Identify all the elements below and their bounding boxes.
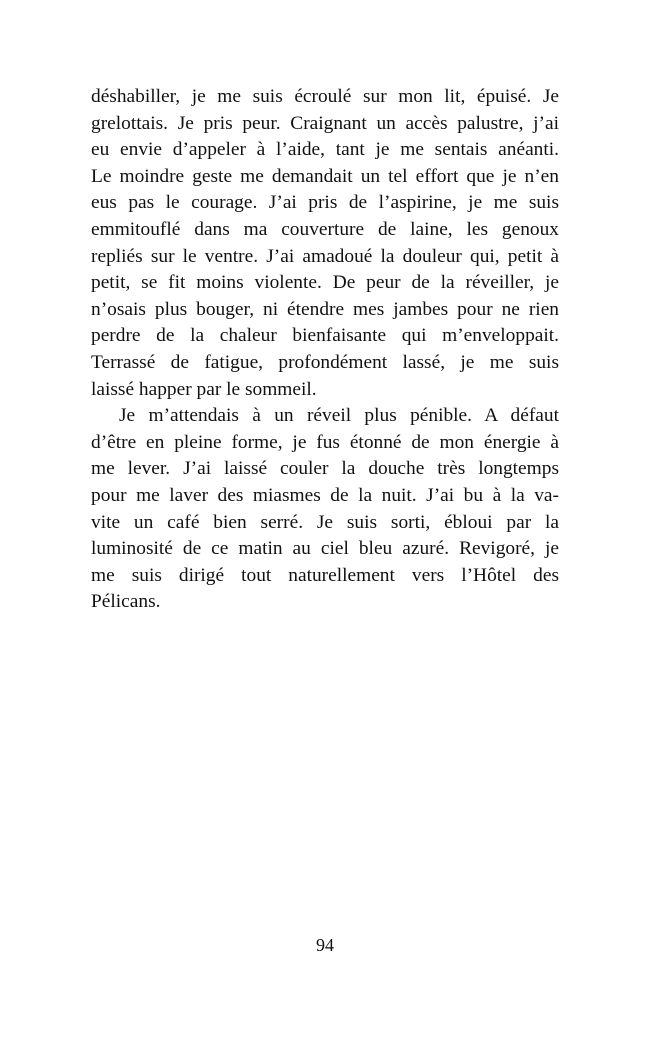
text-line: Le moindre geste me demandait un tel effort que je n’en (91, 165, 559, 187)
text-line: repliés sur le ventre. J’ai amadoué la douleur qui, petit à (91, 245, 559, 267)
text-line: eu envie d’appeler à l’aide, tant je me sentais anéanti. (91, 139, 559, 161)
text-line: grelottais. Je pris peur. Craignant un accès palustre, j’ai (91, 112, 559, 134)
text-line: eus pas le courage. J’ai pris de l’aspirine, je me suis (91, 192, 559, 214)
text-line: luminosité de ce matin au ciel bleu azuré. Revigoré, je (91, 538, 559, 560)
text-line: me suis dirigé tout naturellement vers l’Hôtel des (91, 564, 559, 586)
page-body-text (91, 84, 559, 616)
text-line: me lever. J’ai laissé couler la douche très longtemps (91, 458, 559, 480)
page-number: 94 (316, 935, 334, 955)
text-line: perdre de la chaleur bienfaisante qui m’enveloppait. (91, 325, 559, 347)
text-line: Je m’attendais à un réveil plus pénible. A défaut (119, 405, 559, 427)
text-line: petit, se fit moins violente. De peur de la réveiller, je (91, 272, 559, 294)
text-line: n’osais plus bouger, ni étendre mes jambes pour ne rien (91, 298, 559, 320)
text-line: déshabiller, je me suis écroulé sur mon lit, épuisé. Je (91, 86, 559, 107)
text-line: Pélicans. (91, 591, 161, 613)
text-line: pour me laver des miasmes de la nuit. J’ai bu à la va- (91, 484, 559, 506)
text-line: vite un café bien serré. Je suis sorti, ébloui par la (91, 511, 559, 533)
text-line: d’être en pleine forme, je fus étonné de mon énergie à (91, 431, 559, 453)
text-line: emmitouflé dans ma couverture de laine, les genoux (91, 218, 559, 240)
text-line: Terrassé de fatigue, profondément lassé, je me suis (91, 351, 559, 373)
text-line: laissé happer par le sommeil. (91, 378, 317, 400)
